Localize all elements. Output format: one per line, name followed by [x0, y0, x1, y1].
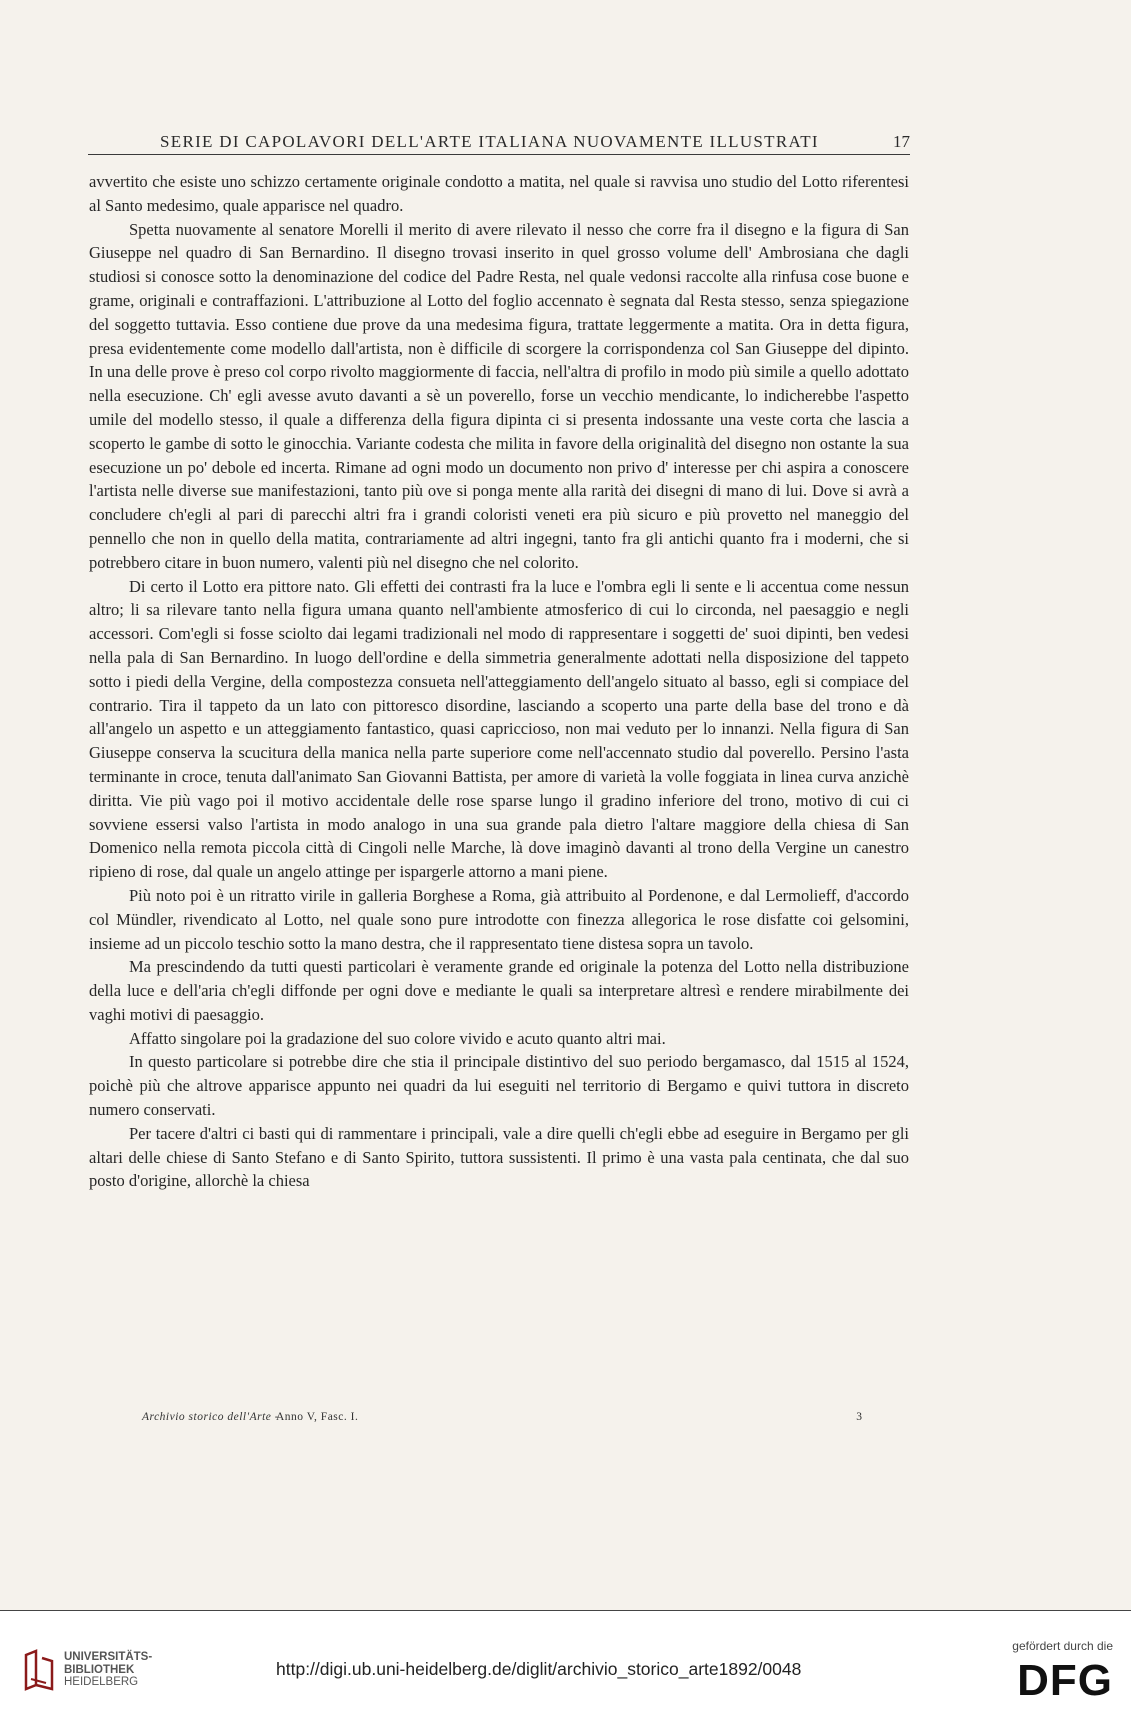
- library-name: [64, 1651, 152, 1689]
- library-name-line: HEIDELBERG: [64, 1676, 139, 1688]
- funder-caption: gefördert durch die: [1012, 1639, 1113, 1653]
- article-body: [89, 170, 909, 1193]
- paragraph: Affatto singolare poi la gradazione del suo colore vivido e acuto quanto altri mai.: [129, 1028, 666, 1048]
- paragraph: Più noto poi è un ritratto virile in galleria Borghese a Roma, già attribuito al Pordenone, e dal Lermolieff, d'accordo col Mündler, rivendicato al Lotto, nel quale sono pure introdotte con finezza allegorica le rose disfatte coi gelsomini, insieme ad un piccolo teschio sotto la mano destra, che il rappresentato tiene distesa sopra un tavolo.: [89, 885, 909, 953]
- library-logo-icon: [22, 1649, 56, 1693]
- paragraph: Ma prescindendo da tutti questi particolari è veramente grande ed originale la potenza del Lotto nella distribuzione della luce e dell'aria ch'egli diffonde per ogni dove e mediante le quali sa interpretare altresì e rendere mirabilmente dei vaghi motivi di paesaggio.: [89, 957, 909, 1024]
- paragraph: Di certo il Lotto era pittore nato. Gli effetti dei contrasti fra la luce e l'ombra egli li sente e li accentua come nessun altro; li sa rilevare tanto nella figura umana quanto nell'ambiente atmosferico di cui lo circonda, nel paesaggio e negli accessori. Com'egli si fosse sciolto dai legami tradizionali nel modo di rappresentare i soggetti de' suoi dipinti, ben vedesi nella pala di San Bernardino. In luogo dell'ordine e della simmetria generalmente adottati nella disposizione del tappeto sotto i piedi della Vergine, della compostezza consueta nell'atteggiamento dell'angelo situato al basso, egli si compiace del contrario. Tira il tappeto da un lato con pittoresco disordine, lasciando a scoperto una parte della base del trono e dà all'angelo un aspetto e un atteggiamento fantastico, quasi capriccioso, non mai veduto per lo innanzi. Nella figura di San Giuseppe conserva la scucitura della manica nella parte superiore come nell'accennato studio dal poverello. Persino l'asta terminante in croce, tenuta dall'animato San Giovanni Battista, per amore di varietà la volle foggiata in linea curva anzichè diritta. Vie più vago poi il motivo accidentale delle rose sparse lungo il gradino inferiore del trono, motivo di cui ci sovviene essersi valso l'artista in modo analogo in una sua grande pala dietro l'altare maggiore della chiesa di San Domenico nella remota piccola città di Cingoli nelle Marche, là dove imaginò davanti al trono della Vergine un canestro ripieno di rose, dal quale un angelo attinge per ispargerle attorno a mani piene.: [89, 576, 909, 882]
- paragraph: avvertito che esiste uno schizzo certamente originale condotto a matita, nel quale si ravvisa uno studio del Lotto riferentesi al Santo medesimo, quale apparisce nel quadro.: [89, 172, 909, 215]
- library-name-line: UNIVERSITÄTS-: [64, 1651, 153, 1663]
- paragraph: In questo particolare si potrebbe dire che stia il principale distintivo del suo periodo bergamasco, dal 1515 al 1524, poichè più che altrove apparisce appunto nei quadri da lui eseguiti nel territorio di Bergamo e quivi tuttora in discreto numero conservati.: [89, 1052, 909, 1120]
- page-number: 17: [893, 132, 910, 151]
- paragraph: Per tacere d'altri ci basti qui di rammentare i principali, vale a dire quelli ch'egli ebbe ad eseguire in Bergamo per gli altari delle chiese di Santo Stefano e di Santo Spirito, tuttora sussistenti. Il primo è una vasta pala centinata, che dal suo posto d'origine, allorchè la chiesa: [89, 1123, 909, 1191]
- library-name-line: BIBLIOTHEK: [64, 1663, 135, 1676]
- page-footer: [142, 1411, 862, 1427]
- running-header: [88, 128, 910, 155]
- footer-signature: 3: [856, 1411, 862, 1423]
- footer-issue: Anno V, Fasc. I.: [276, 1411, 359, 1423]
- permalink-link[interactable]: http://digi.ub.uni-heidelberg.de/diglit/archivio_storico_arte1892/0048: [276, 1659, 802, 1679]
- running-title: SERIE DI CAPOLAVORI DELL'ARTE ITALIANA NUOVAMENTE ILLUSTRATI: [160, 132, 819, 151]
- paragraph: Spetta nuovamente al senatore Morelli il merito di avere rilevato il nesso che corre fra il disegno e la figura di San Giuseppe nel quadro di San Bernardino. Il disegno trovasi inserito in quel grosso volume dell' Ambrosiana che dagli studiosi si conosce sotto la denominazione del codice del Padre Resta, nel quale vedonsi raccolte alla rinfusa cose buone e grame, originali e contraffazioni. L'attribuzione al Lotto del foglio accennato è segnata dal Resta stesso, senza spiegazione del soggetto tuttavia. Esso contiene due prove da una medesima figura, trattate leggermente a matita. Ora in detta figura, presa evidentemente come modello dall'artista, non è difficile di scorgere la corrispondenza col San Giuseppe del dipinto. In una delle prove è preso col corpo rivolto maggiormente di faccia, nell'altra di profilo in modo più simile a quello adottato nella esecuzione. Ch' egli avesse avuto davanti a sè un poverello, forse un vecchio mendicante, lo indicherebbe l'aspetto umile del modello stesso, il quale a differenza della figura dipinta ci si presenta indossante una veste corta che lascia a scoperto le gambe di sotto le ginocchia. Variante codesta che milita in favore della originalità del disegno non ostante la sua esecuzione un po' debole ed incerta. Rimane ad ogni modo un documento non privo d' interesse per chi aspira a conoscere l'artista nelle diverse sue manifestazioni, tanto più ove si ponga mente alla rarità dei disegni di mano di lui. Dove si avrà a concludere ch'egli al pari di parecchi altri fra i grandi coloristi veneti era più sicuro e più provetto nel maneggio del pennello che non in quello della matita, contrariamente ad altri ingegni, tanto fra gli antichi quanto fra i moderni, che si potrebbero citare in buon numero, valenti più nel disegno che nel colorito.: [89, 219, 909, 572]
- footer-journal: Archivio storico dell'Arte -: [142, 1411, 280, 1423]
- viewer-footer-bar: [0, 1611, 1131, 1709]
- dfg-logo: DFG: [1017, 1656, 1113, 1705]
